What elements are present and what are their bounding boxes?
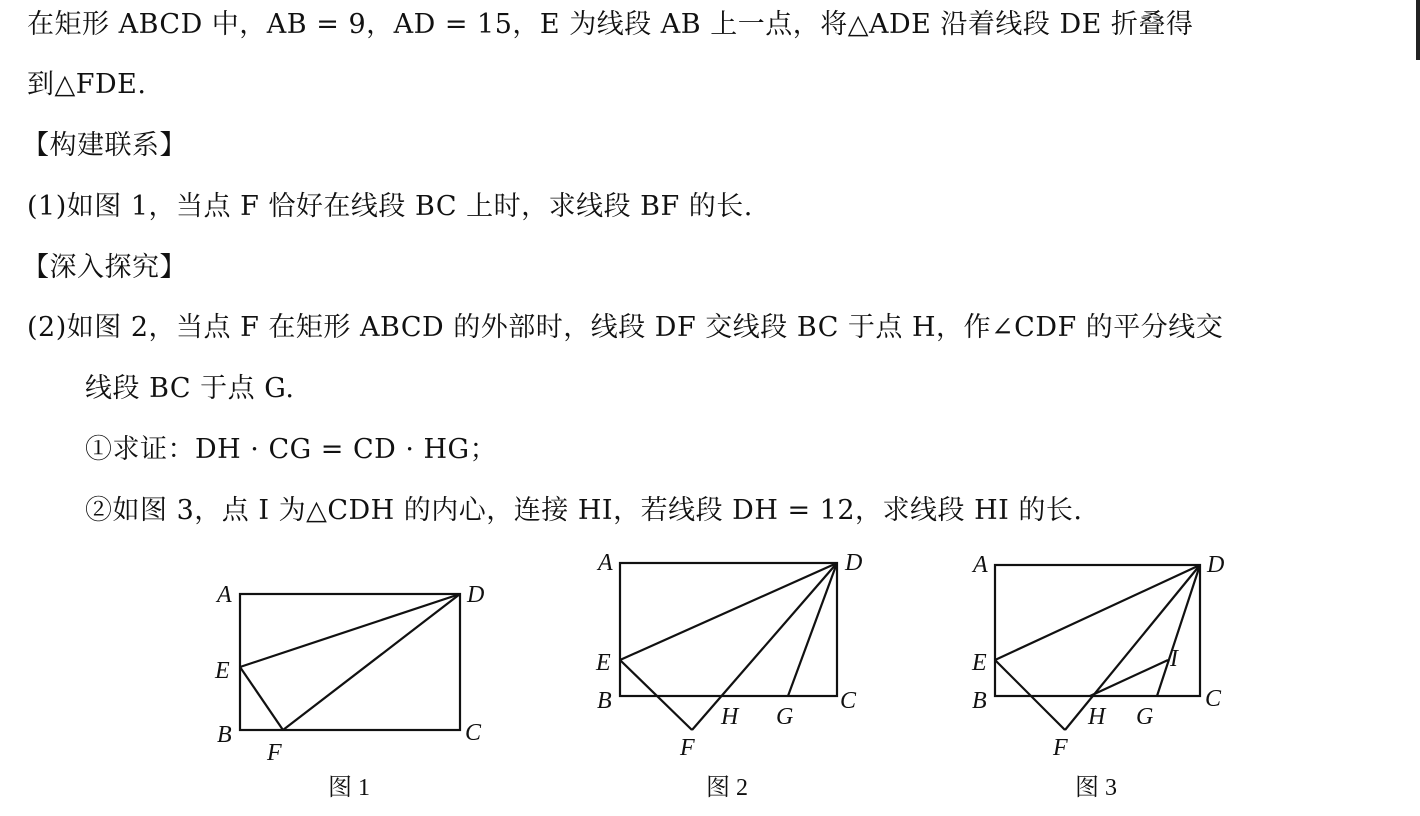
point-label: B: [217, 722, 232, 748]
question-1: (1)如图 1，当点 F 恰好在线段 BC 上时，求线段 BF 的长.: [27, 191, 753, 222]
point-label: F: [1053, 735, 1068, 761]
section-heading-build: 【构建联系】: [22, 130, 187, 161]
figure-2-caption: 图 2: [706, 775, 748, 801]
point-label: H: [1088, 704, 1106, 730]
point-label: F: [267, 740, 282, 766]
point-label: C: [465, 720, 482, 746]
point-label: I: [1170, 646, 1178, 672]
point-label: C: [840, 688, 857, 714]
section-heading-explore: 【深入探究】: [22, 252, 187, 283]
point-label: E: [596, 650, 611, 676]
figure-1-labels: [214, 582, 484, 801]
point-label: E: [972, 650, 987, 676]
point-label: A: [973, 552, 988, 578]
figure-3-caption: 图 3: [1075, 775, 1117, 801]
point-label: E: [215, 658, 230, 684]
question-2-part-1: ①求证：DH · CG = CD · HG；: [85, 434, 498, 465]
point-label: A: [217, 582, 232, 608]
figure-3-labels: [971, 552, 1224, 801]
point-label: C: [1205, 686, 1222, 712]
problem-line-1: 在矩形 ABCD 中，AB = 9，AD = 15，E 为线段 AB 上一点，将△ADE 沿着线段 DE 折叠得: [27, 9, 1194, 40]
point-label: G: [776, 704, 794, 730]
question-2-part-2: ②如图 3，点 I 为△CDH 的内心，连接 HI，若线段 DH = 12，求线段 HI 的长.: [85, 495, 1083, 526]
page-edge: [1416, 0, 1420, 60]
point-label: A: [598, 550, 613, 576]
point-label: D: [1207, 552, 1225, 578]
point-label: F: [680, 735, 695, 761]
figure-1-caption: 图 1: [328, 775, 370, 801]
point-label: D: [845, 550, 863, 576]
problem-line-2: 到△FDE.: [27, 69, 147, 100]
point-label: B: [972, 688, 987, 714]
point-label: H: [721, 704, 739, 730]
point-label: D: [467, 582, 485, 608]
point-label: B: [597, 688, 612, 714]
figure-1: [240, 594, 460, 730]
point-label: G: [1136, 704, 1154, 730]
question-2: (2)如图 2，当点 F 在矩形 ABCD 的外部时，线段 DF 交线段 BC 于点 H，作∠CDF 的平分线交: [27, 312, 1224, 343]
question-2-cont: 线段 BC 于点 G.: [85, 373, 295, 404]
